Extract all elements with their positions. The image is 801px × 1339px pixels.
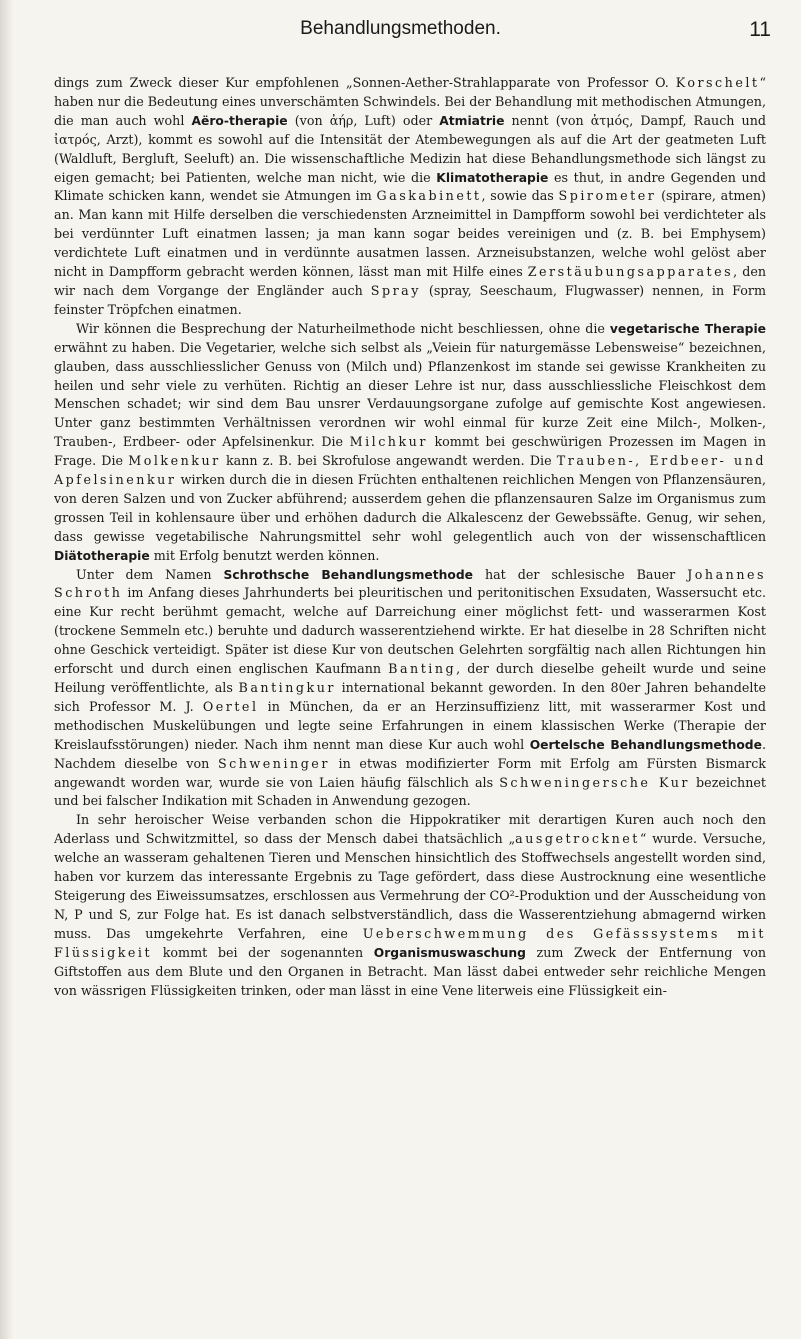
spaced-term: Gaskabinett <box>376 188 482 204</box>
text-run: international bekannt geworden. In den 80er Jahren behandelte sich Professor M. J. <box>54 680 766 714</box>
spaced-term: Bantingkur <box>238 680 336 695</box>
text-run: (spray, Seeschaum, Flugwasser) nennen, in Form feinster Tröpfchen einatmen. <box>54 282 766 317</box>
text-run: kann z. B. bei Skrofulose angewandt werden. Die <box>220 453 557 469</box>
spaced-term: Oertel <box>202 698 259 714</box>
page-binding-edge <box>0 0 14 1339</box>
spaced-term: Schweningersche Kur <box>499 774 690 790</box>
spaced-term: Spray <box>370 282 421 298</box>
running-title: Behandlungsmethoden. <box>300 18 501 39</box>
spaced-term: Molkenkur <box>128 453 221 469</box>
text-run: (von ἀήρ, Luft) oder <box>287 112 440 128</box>
text-run: im Anfang dieses Jahrhunderts bei pleuritischen und peritonitischen Exsudaten, Wassersucht etc. eine Kur recht berühmt gemacht, welche auf Darreichung einer möglichst fett- und wasserarmen Kost (trockene Semmeln etc.) beruhte und dadurch wasserentziehend wirkte. Er hat dieselbe in 28 Schriften nicht ohne Geschick verteidigt. Später ist diese Kur von deutschen Gelehrten sorgfältig nach allen Richtungen hin erforscht und durch einen englischen Kaufmann <box>54 585 766 677</box>
spaced-term: Schweninger <box>217 755 330 771</box>
text-run: in etwas modifizierter Form mit Erfolg am Fürsten Bismarck angewandt worden war, wurde sie von Laien häufig fälschlich als <box>54 755 766 790</box>
spaced-term: Zerstäubungsapparates <box>527 264 734 280</box>
text-run: In sehr heroischer Weise verbanden schon die Hippokratiker mit derartigen Kuren auch noch den Aderlass und Schwitzmittel, so dass der Mensch dabei thatsächlich „ <box>54 812 766 847</box>
spaced-term: Trauben-, Erdbeer- und Apfelsinenkur <box>54 453 766 488</box>
paragraph <box>54 320 766 566</box>
bold-term: Schrothsche Behandlungsmethode <box>223 567 473 582</box>
text-run: , den wir nach dem Vorgange der Engländer auch <box>54 264 766 298</box>
text-run: zum Zweck der Entfernung von Giftstoffen aus dem Blute und den Organen in Betracht. Man lässt dabei entweder sehr reichliche Mengen von wässrigen Flüssigkeiten trinken, oder man lässt in eine Vene literweis eine Flüssigkeit ein- <box>54 944 766 998</box>
text-run: hat der schlesische Bauer <box>472 566 688 582</box>
text-run: , sowie das <box>481 188 559 204</box>
spaced-term: Johannes Schroth <box>54 566 766 601</box>
bold-term: vegetarische Therapie <box>609 321 766 336</box>
text-run: “ wurde. Versuche, welche an wasseram gehaltenen Tieren und Menschen hinsichtlich des Stoffwechsels angestellt worden sind, haben vor kurzem das interessante Ergebnis zu Tage gefördert, dass diese Austrocknung eine wesentliche Steigerung des Eiweissumsatzes, erschlossen aus Vermehrung der CO²-Produktion und der Ausscheidung von N, P und S, zur Folge hat. Es ist danach selbstverständlich, dass die Wasserentziehung abmagernd wirken muss. Das umgekehrte Verfahren, eine <box>54 831 766 941</box>
spaced-term: Spirometer <box>558 188 657 204</box>
paragraph <box>54 566 766 812</box>
spaced-term: Banting <box>388 661 457 677</box>
text-run: kommt bei geschwürigen Prozessen im Magen in Frage. Die <box>54 434 766 469</box>
text-run: Unter dem Namen <box>76 566 224 582</box>
text-run: wirken durch die in diesen Früchten enthaltenen reichlichen Mengen von Pflanzensäuren, von deren Salzen und von Zucker abführend; ausserdem gehen die pflanzensauren Salze im Organismus zum grossen Teil in kohlensaure über und erhöhen dadurch die Alkalescenz der Gewebssäfte. Genug, wir sehen, dass gewisse vegetabilische Nahrungsmittel sehr wohl gelegentlich auch von der wissenschaftlicen <box>54 472 766 544</box>
text-run: bezeichnet und bei falscher Indikation mit Schaden in Anwendung gezogen. <box>54 774 766 809</box>
bold-term: Organismuswaschung <box>373 945 526 960</box>
spaced-term: Korschelt <box>675 75 760 90</box>
spaced-term: Milchkur <box>349 434 428 450</box>
text-run: erwähnt zu haben. Die Vegetarier, welche sich selbst als „Veiein für naturgemässe Lebensweise“ bezeichnen, glauben, dass ausschliesslicher Genuss von (Milch und) Pflanzenkost im stande sei gewisse Krankheiten zu heilen und sehr viele zu verhüten. Richtig an dieser Lehre ist nur, dass ausschliessliche Fleischkost dem Menschen schadet; wir sind dem Bau unsrer Verdauungsorgane zufolge auf gemischte Kost angewiesen. Unter ganz bestimmten Verhältnissen verordnen wir wohl einmal für kurze Zeit eine Milch-, Molken-, Trauben-, Erdbeer- oder Apfelsinenkur. Die <box>54 339 766 450</box>
spaced-term: Ueberschwemmung des Gefässsystems mit Flüssigkeit <box>54 925 766 960</box>
text-run: in München, da er an Herzinsuffizienz litt, mit wasserarmer Kost und methodischen Muskelübungen und legte seine Erfahrungen in einem klassischen Werke (Therapie der Kreislaufsstörungen) nieder. Nach ihm nennt man diese Kur auch wohl <box>54 698 766 752</box>
text-run: es thut, in andre Gegenden und Klimate schicken kann, wendet sie Atmungen im <box>54 169 766 204</box>
paragraph <box>54 74 766 320</box>
page-number: 11 <box>749 18 771 41</box>
text-run: . Nachdem dieselbe von <box>54 736 766 771</box>
text-run: Wir können die Besprechung der Naturheilmethode nicht beschliessen, ohne die <box>76 320 610 336</box>
body-text <box>54 74 766 1329</box>
bold-term: Diätotherapie <box>54 548 150 563</box>
page-header <box>0 10 801 54</box>
spaced-term: ausgetrocknet <box>515 831 640 847</box>
bold-term: Klimatotherapie <box>436 170 549 185</box>
text-run: dings zum Zweck dieser Kur empfohlenen „Sonnen-Aether-Strahlapparate von Professor O. <box>54 75 676 90</box>
text-run: mit Erfolg benutzt werden können. <box>149 547 380 563</box>
text-run: nennt (von ἀτμός, Dampf, Rauch und ἰατρός, Arzt), kommt es sowohl auf die Intensität der Atembewegungen als auf die Art der geatmeten Luft (Waldluft, Bergluft, Seeluft) an. Die wissenschaftliche Medizin hat diese Behandlungsmethode sich längst zu eigen gemacht; bei Patienten, welche man nicht, wie die <box>54 112 766 185</box>
text-run: “ haben nur die Bedeutung eines unverschämten Schwindels. Bei der Behandlung mit methodischen Atmungen, die man auch wohl <box>54 75 766 128</box>
text-run: kommt bei der sogenannten <box>152 944 374 960</box>
text-run: (spirare, atmen) an. Man kann mit Hilfe derselben die verschiedensten Arzneimittel in Dampfform sowohl bei verdichteter als bei verdünnter Luft einatmen lassen; ja man kann sogar beides vereinigen und (z. B. bei Emphysem) verdichtete Luft einatmen und in verdünnte ausatmen lassen. Arzneisubstanzen, welche wohl gelöst aber nicht in Dampfform gebracht werden können, lässt man mit Hilfe eines <box>54 188 766 280</box>
bold-term: Atmiatrie <box>439 113 505 128</box>
bold-term: Aëro-therapie <box>191 113 288 128</box>
text-run: , der durch dieselbe geheilt wurde und seine Heilung veröffentlichte, als <box>54 661 766 695</box>
paragraph <box>54 811 766 1000</box>
bold-term: Oertelsche Behandlungsmethode <box>529 737 762 752</box>
